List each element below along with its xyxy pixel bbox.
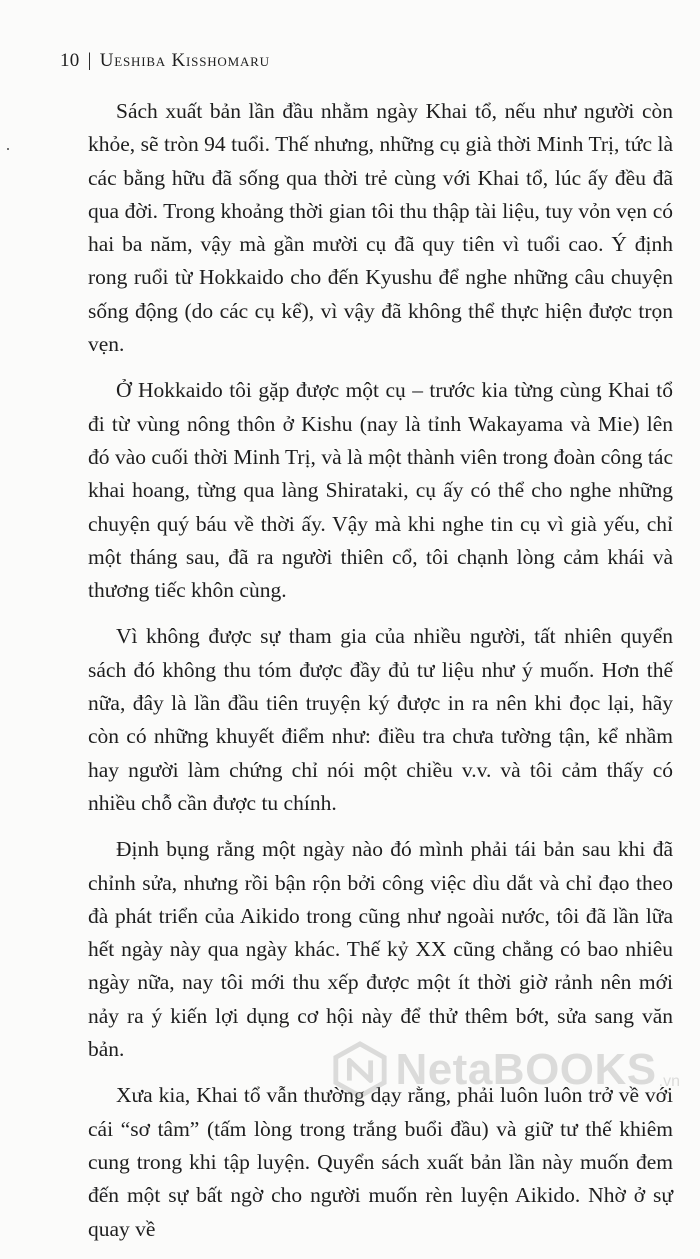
running-header [60, 50, 270, 72]
paragraph: Xưa kia, Khai tổ vẫn thường dạy rằng, phải luôn luôn trở về với cái “sơ tâm” (tấm lòng trong trắng buổi đầu) và giữ tư thế khiêm cung trong khi tập luyện. Quyển sách xuất bản lần này muốn đem đến một sự bất ngờ cho người muốn rèn luyện Aikido. Nhờ ở sự quay về [88, 1083, 673, 1241]
scan-speck [7, 148, 9, 150]
paragraph: Sách xuất bản lần đầu nhằm ngày Khai tổ, nếu như người còn khỏe, sẽ tròn 94 tuổi. Thế nhưng, những cụ già thời Minh Trị, tức là các bằng hữu đã sống qua thời trẻ cùng với Khai tổ, lúc ấy đều đã qua đời. Trong khoảng thời gian tôi thu thập tài liệu, tuy vỏn vẹn có hai ba năm, vậy mà gần mười cụ đã quy tiên vì tuổi cao. Ý định rong ruổi từ Hokkaido cho đến Kyushu để nghe những câu chuyện sống động (do các cụ kể), vì vậy đã không thể thực hiện được trọn vẹn. [88, 99, 673, 357]
body-text [88, 95, 673, 1259]
paragraph: Định bụng rằng một ngày nào đó mình phải tái bản sau khi đã chỉnh sửa, nhưng rồi bận rộn bởi công việc dìu dắt và chỉ đạo theo đà phát triển của Aikido trong cũng như ngoài nước, tôi đã lần lữa hết ngày này qua ngày khác. Thế kỷ XX cũng chẳng có bao nhiêu ngày nữa, nay tôi mới thu xếp được một ít thời giờ rảnh nên mới nảy ra ý kiến lợi dụng cơ hội này để thử thêm bớt, sửa sang văn bản. [88, 837, 673, 1062]
header-separator: | [87, 50, 92, 71]
paragraph: Vì không được sự tham gia của nhiều người, tất nhiên quyển sách đó không thu tóm được đầy đủ tư liệu như ý muốn. Hơn thế nữa, đây là lần đầu tiên truyện ký được in ra nên khi đọc lại, hãy còn có những khuyết điểm như: điều tra chưa tường tận, kể nhầm hay người làm chứng chỉ nói một chiều v.v. và tôi cảm thấy có nhiều chỗ cần được tu chính. [88, 624, 673, 815]
header-author: Ueshiba Kisshomaru [99, 50, 270, 71]
paragraph: Ở Hokkaido tôi gặp được một cụ – trước kia từng cùng Khai tổ đi từ vùng nông thôn ở Kishu (nay là tỉnh Wakayama và Mie) lên đó vào cuối thời Minh Trị, và là một thành viên trong đoàn công tác khai hoang, từng qua làng Shirataki, cụ ấy có thể cho nghe những chuyện quý báu về thời ấy. Vậy mà khi nghe tin cụ vì già yếu, chỉ một tháng sau, đã ra người thiên cổ, tôi chạnh lòng cảm khái và thương tiếc khôn cùng. [88, 378, 673, 603]
watermark-domain: .vn [658, 1073, 680, 1090]
page-number: 10 [60, 50, 80, 71]
watermark-brand: NetaBOOKS [395, 1045, 657, 1094]
